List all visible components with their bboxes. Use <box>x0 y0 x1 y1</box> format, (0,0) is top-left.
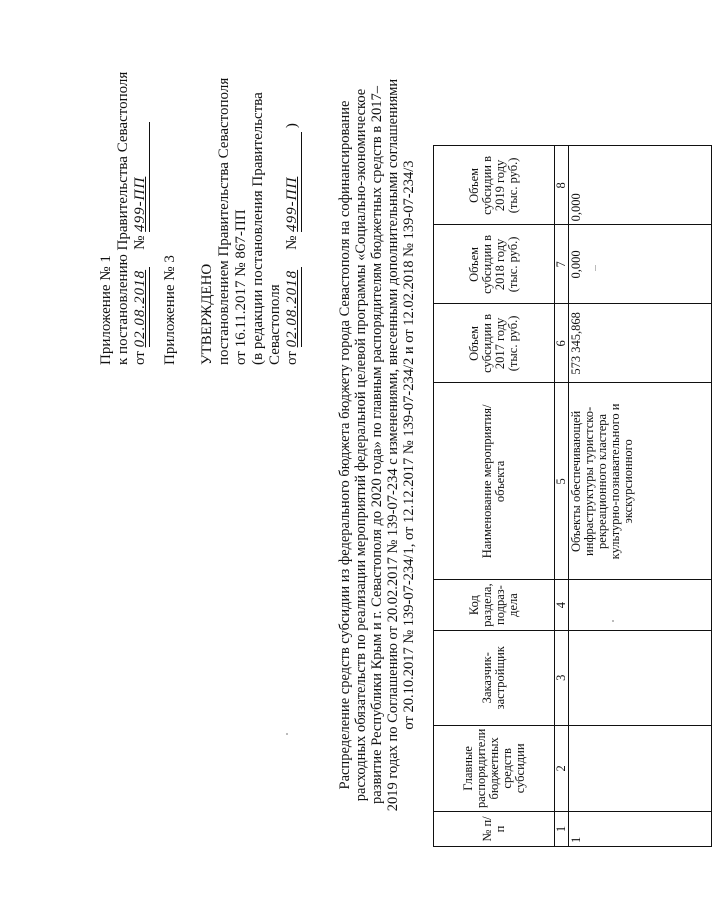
approved-block: УТВЕРЖДЕНО постановлением Правительства Севастополя от 16.11.2017 № 867-ПП (в редакции постановления Правительства Севастополя от 02.08.2018 № 499-ПП ) <box>199 77 300 365</box>
scan-speck <box>612 620 614 622</box>
header-distributor: Главные распорядители бюджетных средств субсидии <box>434 725 555 811</box>
header-name: Наименование мероприятия/объекта <box>434 383 555 580</box>
row-name: Объекты обеспечивающей инфраструктуры туристско-рекреационного кластера культурно-познавательного и экскурсионного <box>569 383 712 580</box>
row-no: 1 <box>569 812 712 847</box>
header-2017: Объем субсидии в 2017 году (тыс. руб.) <box>434 304 555 383</box>
document-title: Распределение средств субсидии из федерального бюджета бюджету города Севастополя на софинансирование расходных обязательств по реализации мероприятий федеральной целевой программы «Социально-экономическое развитие Республики Крым и г. Севастополя до 2020 года» по главным распорядителям бюджетных средств в 2017– 2019 годах по Соглашению от 20.02.2017 № 139-07-234 с изменениями, внесенными дополнительными соглашениями от 20.10.2017 № 139-07-234/1, от 12.12.2017 № 139-07-234/2 и от 12.02.2018 № 139-07-234/3 <box>337 78 417 812</box>
approved-date: 02.08.2018 <box>284 267 302 347</box>
header-code: Код раздела, подраз-дела <box>434 580 555 630</box>
row-code <box>569 580 712 630</box>
row-distributor <box>569 725 712 811</box>
row-2019: 0,000 <box>569 146 712 225</box>
appendix-1-date: 02.08.2018 <box>132 267 150 347</box>
appendix-1-date-line: от 02.08.2018 № 499-ПП <box>132 72 150 365</box>
header-2019: Объем субсидии в 2019 году (тыс. руб.) <box>434 146 555 225</box>
appendix-1-block <box>98 72 150 365</box>
appendix-3-title: Приложение № 3 <box>162 255 178 365</box>
header-customer: Заказчик-застройщик <box>434 630 555 725</box>
scan-speck <box>595 265 596 271</box>
table-row <box>569 146 712 847</box>
header-no: № п/п <box>434 812 555 847</box>
table-header-row <box>434 146 555 847</box>
row-customer <box>569 630 712 725</box>
appendix-1-title: Приложение № 1 <box>98 255 114 365</box>
appendix-3-block <box>162 255 179 365</box>
approved-number: 499-ПП <box>284 132 302 232</box>
table-number-row: 1 2 3 4 5 6 7 8 <box>555 146 569 847</box>
appendix-1-subtitle: к постановлению Правительства Севастополя <box>115 71 131 365</box>
row-2018: 0,000 <box>569 225 712 304</box>
approved-title: УТВЕРЖДЕНО <box>199 263 215 365</box>
subsidy-table <box>433 145 712 847</box>
appendix-1-number: 499-ПП <box>132 122 150 232</box>
header-2018: Объем субсидии в 2018 году (тыс. руб.) <box>434 225 555 304</box>
scan-speck <box>286 733 288 735</box>
approved-date-line: от 02.08.2018 № 499-ПП ) <box>284 123 300 365</box>
row-2017: 573 345,868 <box>569 304 712 383</box>
